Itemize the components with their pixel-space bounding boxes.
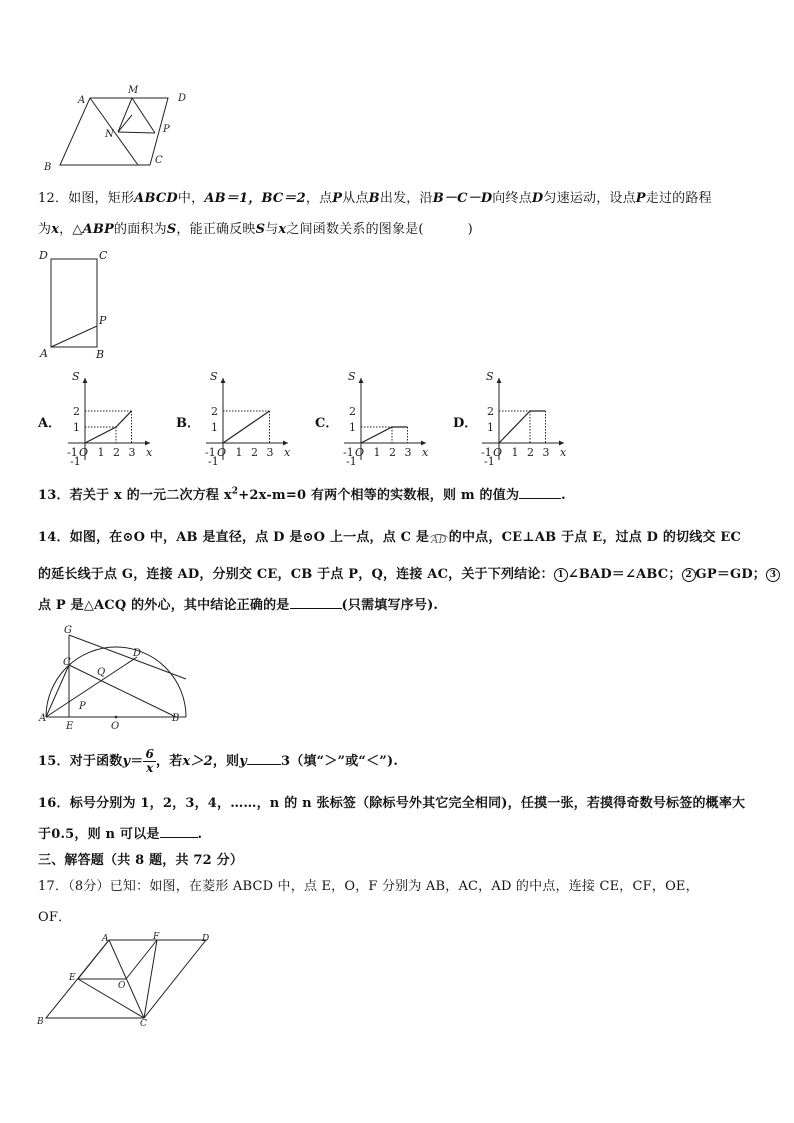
- q17-number: 17．: [38, 879, 69, 894]
- fig14-label-C: C: [63, 657, 71, 668]
- fig17-label-F: F: [153, 932, 160, 942]
- q16-line1: [38, 792, 745, 811]
- q12-path: B－C－D: [432, 191, 493, 206]
- graph-option-d[interactable]: [474, 368, 569, 466]
- q15-eq: ＝: [130, 754, 144, 769]
- tick-label-neg1-y: -1: [70, 455, 81, 466]
- q12-text: 之间函数关系的图象是(: [286, 222, 424, 237]
- q12-s: S: [255, 222, 266, 237]
- q15-text: 3（填“＞”或“＜”).: [281, 754, 399, 769]
- tick-label-3: 3: [128, 446, 136, 459]
- q14-text: (只需填写序号).: [341, 598, 439, 613]
- tick-label-1: 1: [487, 421, 494, 434]
- q12-text: ): [467, 222, 473, 237]
- origin-label: O: [493, 446, 503, 459]
- tick-label-2: 2: [349, 405, 356, 418]
- tick-label-2: 2: [389, 446, 396, 459]
- tick-label-1: 1: [349, 421, 356, 434]
- q12-abcd: ABCD: [134, 191, 178, 206]
- q12-line1: [38, 187, 712, 206]
- label-P: P: [163, 124, 170, 135]
- q12-p: P: [635, 191, 646, 206]
- q12-line2: [38, 218, 473, 237]
- q14-line1: [38, 526, 741, 545]
- graph-option-b[interactable]: [198, 368, 293, 466]
- q13-text: +2x-m=0 有两个相等的实数根，则 m 的值为: [238, 488, 520, 503]
- q14-text: 点 P 是△ACQ 的外心，其中结论正确的是: [38, 598, 290, 613]
- q15-fraction: [143, 748, 156, 775]
- q12-text: 与: [265, 222, 279, 237]
- figure-rectangle-q12: [38, 248, 118, 360]
- q13-answer-blank[interactable]: [519, 486, 561, 499]
- q17-text: （8分）已知：如图，在菱形 ABCD 中，点 E，O，F 分别为 AB，AC，AD 的中点，连接 CE，CF，OE，: [68, 879, 699, 894]
- q16-line2: [38, 823, 202, 842]
- y-axis-arrow: [221, 378, 226, 383]
- graph-option-a[interactable]: [60, 368, 155, 466]
- q14-text: 如图，在⊙O 中，AB 是直径，点 D 是⊙O 上一点，点 C 是: [69, 530, 430, 545]
- fig14-label-O: O: [111, 721, 120, 732]
- function-graph: [361, 427, 408, 443]
- q16-number: 16．: [38, 796, 70, 811]
- rect-label-C: C: [99, 249, 108, 262]
- q12-number: 12．: [38, 191, 69, 206]
- fig14-label-D: D: [133, 648, 142, 659]
- tick-label-1: 1: [235, 446, 243, 459]
- tick-label-neg1-x: -1: [481, 446, 492, 459]
- q15-y: y: [239, 754, 248, 769]
- q17-line1: [38, 875, 699, 894]
- q15-text: 对于函数: [69, 754, 123, 769]
- q14-line2: [38, 563, 780, 582]
- q12-text: ，点: [305, 191, 333, 206]
- label-B: B: [44, 162, 52, 173]
- tick-label-neg1-y: -1: [484, 455, 495, 466]
- tick-label-1: 1: [511, 446, 519, 459]
- tick-label-2: 2: [251, 446, 258, 459]
- circled-3: 3: [766, 568, 780, 582]
- graph-label-S: S: [486, 370, 494, 383]
- origin-label: O: [79, 446, 89, 459]
- tick-label-neg1-x: -1: [343, 446, 354, 459]
- tick-label-3: 3: [266, 446, 274, 459]
- label-D: D: [178, 93, 187, 104]
- tick-label-neg1-y: -1: [208, 455, 219, 466]
- x-axis-arrow: [145, 441, 150, 446]
- q15-text: ，则: [212, 754, 240, 769]
- function-graph: [499, 411, 546, 443]
- tick-label-2: 2: [527, 446, 534, 459]
- y-axis-arrow: [83, 378, 88, 383]
- rect-label-P: P: [99, 314, 107, 327]
- figure-semicircle-q14: [38, 620, 193, 732]
- q13-number: 13．: [38, 488, 70, 503]
- q13-line: [38, 484, 566, 503]
- q15-line: [38, 748, 398, 775]
- origin-label: O: [355, 446, 365, 459]
- q12-abp: △ABP: [72, 222, 115, 237]
- fig14-label-Q: Q: [97, 667, 106, 678]
- q14-text: GP＝GD；: [695, 567, 766, 582]
- q14-line3: [38, 594, 438, 613]
- rect-label-B: B: [96, 348, 105, 360]
- figure-rhombus-q17: [34, 930, 219, 1030]
- fraction-denominator: x: [146, 761, 154, 775]
- rect-label-D: D: [39, 249, 48, 262]
- graph-label-S: S: [72, 370, 80, 383]
- q15-number: 15．: [38, 754, 70, 769]
- label-M: M: [128, 85, 139, 96]
- graph-label-x: x: [284, 446, 291, 459]
- fig17-label-B: B: [37, 1017, 44, 1027]
- q12-ab-eq: AB＝1，BC＝2: [204, 191, 306, 206]
- graph-label-S: S: [210, 370, 218, 383]
- tick-label-3: 3: [404, 446, 412, 459]
- q16-answer-blank[interactable]: [160, 825, 198, 838]
- q12-p: P: [332, 191, 343, 206]
- q12-text: 中，: [177, 191, 205, 206]
- q13-text: .: [561, 488, 566, 503]
- q12-text: 如图，矩形: [68, 191, 135, 206]
- graph-label-S: S: [348, 370, 356, 383]
- option-a-label[interactable]: A．: [38, 416, 62, 431]
- fig17-label-D: D: [202, 934, 210, 944]
- q14-text: 的延长线于点 G，连接 AD，分别交 CE，CB 于点 P，Q，连接 AC，关于下列结论：: [38, 567, 554, 582]
- option-c-label[interactable]: C．: [315, 416, 339, 431]
- q14-text: ∠BAD＝∠ABC；: [567, 567, 682, 582]
- q15-text: ，若: [156, 754, 183, 769]
- graph-label-x: x: [422, 446, 429, 459]
- tick-label-3: 3: [542, 446, 550, 459]
- q17-text: OF．: [38, 910, 72, 925]
- circled-2: 2: [682, 568, 696, 582]
- tick-label-2: 2: [73, 405, 80, 418]
- graph-label-x: x: [560, 446, 567, 459]
- x-axis-arrow: [421, 441, 426, 446]
- origin-label: O: [217, 446, 227, 459]
- q12-b: B: [368, 191, 380, 206]
- x-axis-arrow: [283, 441, 288, 446]
- y-axis-arrow: [497, 378, 502, 383]
- q12-x: x: [278, 222, 287, 237]
- fig14-label-G: G: [64, 625, 72, 636]
- fraction-numerator: 6: [145, 747, 155, 761]
- q15-answer-blank[interactable]: [247, 752, 281, 765]
- tick-label-1: 1: [73, 421, 80, 434]
- q12-text: ，: [59, 222, 73, 237]
- fig17-label-A: A: [102, 934, 109, 944]
- fig14-label-E: E: [66, 721, 74, 732]
- graph-option-c[interactable]: [336, 368, 431, 466]
- option-b-label[interactable]: B．: [176, 416, 200, 431]
- q13-text: 若关于 x 的一元二次方程 x: [69, 488, 232, 503]
- q12-x: x: [51, 222, 60, 237]
- q12-text: 走过的路程: [645, 191, 712, 206]
- q12-text: 从点: [342, 191, 369, 206]
- x-axis-arrow: [559, 441, 564, 446]
- q14-answer-blank[interactable]: [290, 596, 342, 609]
- tick-label-1: 1: [97, 446, 105, 459]
- tick-label-1: 1: [373, 446, 381, 459]
- q12-text: 匀速运动，设点: [543, 191, 636, 206]
- tick-label-1: 1: [211, 421, 218, 434]
- fig14-label-B: B: [172, 713, 180, 724]
- q12-d: D: [531, 191, 544, 206]
- tick-label-2: 2: [487, 405, 494, 418]
- option-d-label[interactable]: D．: [453, 416, 478, 431]
- y-axis-arrow: [359, 378, 364, 383]
- fig17-label-C: C: [140, 1019, 147, 1029]
- rect-label-A: A: [40, 347, 48, 360]
- fig14-label-P: P: [79, 701, 86, 712]
- q15-condition: x＞2: [182, 754, 213, 769]
- q12-s: S: [166, 222, 177, 237]
- q13-sup: 2: [231, 486, 239, 497]
- tick-label-2: 2: [211, 405, 218, 418]
- tick-label-2: 2: [113, 446, 120, 459]
- tick-label-neg1-x: -1: [67, 446, 78, 459]
- label-C: C: [155, 155, 163, 166]
- q17-line2: [38, 906, 71, 925]
- fig17-label-E: E: [69, 973, 76, 983]
- q12-text: ，能正确反映: [176, 222, 256, 237]
- label-N: N: [105, 129, 114, 140]
- fig17-label-O: O: [118, 981, 126, 991]
- q14-text: 的中点，CE⊥AB 于点 E，过点 D 的切线交 EC: [448, 530, 742, 545]
- tick-label-neg1-x: -1: [205, 446, 216, 459]
- q12-text: 的面积为: [114, 222, 167, 237]
- q16-text: 于0.5，则 n 可以是: [38, 827, 160, 842]
- q12-text: 出发，沿: [379, 191, 433, 206]
- tick-label-neg1-y: -1: [346, 455, 357, 466]
- q14-arc-ad: AD: [431, 535, 447, 546]
- circled-1: 1: [554, 568, 568, 582]
- q16-text: 标号分别为 1，2，3，4，……，n 的 n 张标签（除标号外其它完全相同)，任摸一张，若摸得奇数号标签的概率大: [69, 796, 746, 811]
- function-graph: [223, 411, 270, 443]
- q12-text: 向终点: [492, 191, 532, 206]
- q15-y: y: [122, 754, 131, 769]
- q16-text: .: [197, 827, 203, 842]
- q14-number: 14．: [38, 530, 70, 545]
- section-three-heading: 三、解答题（共 8 题，共 72 分）: [38, 853, 244, 868]
- figure-parallelogram-top: [38, 80, 208, 175]
- label-A: A: [78, 95, 86, 106]
- fig14-label-A: A: [39, 713, 47, 724]
- graph-label-x: x: [146, 446, 153, 459]
- q12-text: 为: [38, 222, 52, 237]
